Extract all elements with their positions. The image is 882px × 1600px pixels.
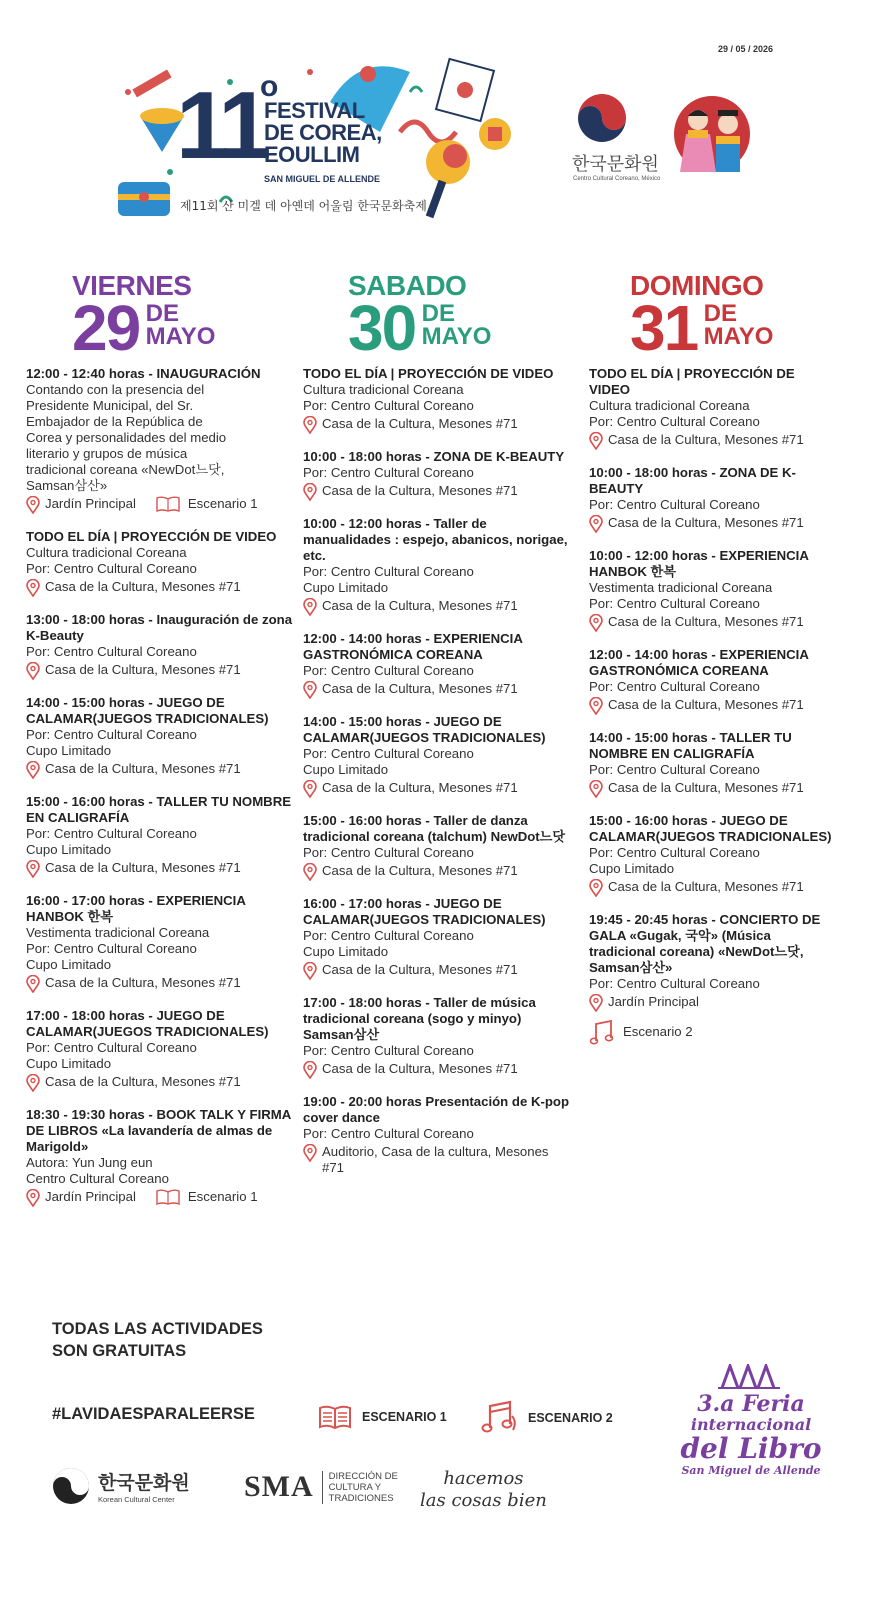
event-title: 10:00 - 12:00 horas - EXPERIENCIA HANBOK 한복	[589, 548, 809, 579]
event-title: 12:00 - 14:00 horas - EXPERIENCIA GASTRONÓMICA COREANA	[589, 647, 809, 678]
event-item	[589, 548, 839, 632]
event-detail: Cupo Limitado	[26, 1056, 112, 1071]
event-item	[26, 695, 294, 779]
event-item	[26, 529, 294, 597]
event-location-text: Jardín Principal	[45, 496, 136, 511]
event-detail: Samsan삼산»	[26, 478, 108, 493]
event-location-text: Casa de la Cultura, Mesones #71	[45, 1074, 241, 1089]
event-location	[589, 614, 839, 632]
open-book-icon	[156, 1189, 180, 1205]
event-location-text: Auditorio, Casa de la cultura, Mesones #71	[322, 1144, 549, 1175]
event-location	[26, 975, 294, 993]
event-detail: Por: Centro Cultural Coreano	[303, 746, 474, 761]
event-title: 10:00 - 18:00 horas - ZONA DE K-BEAUTY	[589, 465, 796, 496]
event-location-text: Casa de la Cultura, Mesones #71	[608, 879, 804, 894]
event-location-text: Casa de la Cultura, Mesones #71	[608, 780, 804, 795]
event-stage-label: Escenario 1	[187, 496, 258, 511]
festival-title-line3: EOULLIM	[264, 142, 360, 167]
hacemos-slogan	[420, 1468, 547, 1512]
event-title: 13:00 - 18:00 horas - Inauguración de zona K-Beauty	[26, 612, 293, 643]
event-location	[303, 416, 571, 434]
day-header-domingo	[630, 270, 774, 364]
event-detail: Por: Centro Cultural Coreano	[589, 762, 760, 777]
location-pin-icon	[303, 483, 317, 501]
day-month: MAYO	[145, 323, 216, 350]
festival-title-line1: FESTIVAL	[264, 98, 365, 123]
location-pin-icon	[303, 681, 317, 699]
event-location-text: Jardín Principal	[45, 1189, 136, 1204]
event-detail: Por: Centro Cultural Coreano	[303, 663, 474, 678]
event-location	[26, 1074, 294, 1092]
event-location	[26, 579, 294, 597]
sma-department	[322, 1471, 398, 1504]
event-title: 12:00 - 12:40 horas - INAUGURACIÓN	[26, 366, 261, 381]
event-location	[589, 432, 839, 450]
event-location-text: Casa de la Cultura, Mesones #71	[322, 416, 518, 431]
event-detail: Por: Centro Cultural Coreano	[303, 1043, 474, 1058]
event-title: 15:00 - 16:00 horas - JUEGO DE CALAMAR(JUEGOS TRADICIONALES)	[589, 813, 832, 844]
kcc-subtitle: Centro Cultural Coreano, México	[573, 176, 661, 182]
location-pin-icon	[303, 962, 317, 980]
event-item	[26, 1008, 294, 1092]
event-detail: Vestimenta tradicional Coreana	[26, 925, 210, 940]
event-stage-label: Escenario 2	[623, 1024, 693, 1039]
free-activities-line1: TODAS LAS ACTIVIDADES	[52, 1320, 263, 1338]
event-location-text: Casa de la Cultura, Mesones #71	[45, 761, 241, 776]
location-pin-icon	[589, 697, 603, 715]
event-location-text: Jardín Principal	[608, 994, 699, 1009]
event-detail: Por: Centro Cultural Coreano	[26, 1040, 197, 1055]
event-location-text: Casa de la Cultura, Mesones #71	[45, 662, 241, 677]
festival-title	[264, 100, 382, 166]
event-location	[303, 962, 571, 980]
legend-escenario-2	[480, 1400, 613, 1436]
event-title: 10:00 - 18:00 horas - ZONA DE K-BEAUTY	[303, 449, 565, 464]
event-location	[589, 780, 839, 798]
day-de: DE	[145, 300, 179, 327]
day-number: 31	[630, 292, 698, 364]
schedule-column-viernes	[26, 366, 294, 1222]
event-location	[303, 681, 571, 699]
event-detail: Por: Centro Cultural Coreano	[589, 497, 760, 512]
location-pin-icon	[26, 1189, 40, 1207]
event-title: 16:00 - 17:00 horas - EXPERIENCIA HANBOK 한복	[26, 893, 246, 924]
feria-line4: San Miguel de Allende	[681, 1464, 821, 1477]
event-item	[589, 465, 839, 533]
event-location	[303, 483, 571, 501]
event-detail: Contando con la presencia del	[26, 382, 205, 397]
event-item	[589, 647, 839, 715]
feria-line1: 3.a Feria	[697, 1391, 805, 1417]
event-location	[26, 860, 294, 878]
event-item	[303, 813, 571, 881]
event-detail: Cupo Limitado	[26, 743, 112, 758]
kcc-footer-korean: 한국문화원	[98, 1472, 190, 1494]
event-detail: Por: Centro Cultural Coreano	[26, 644, 197, 659]
location-pin-icon	[26, 496, 40, 514]
event-detail: Por: Centro Cultural Coreano	[303, 564, 474, 579]
location-pin-icon	[303, 863, 317, 881]
location-pin-icon	[26, 579, 40, 597]
event-item	[303, 449, 571, 501]
event-location-text: Casa de la Cultura, Mesones #71	[45, 860, 241, 875]
event-item	[303, 631, 571, 699]
day-number: 29	[72, 292, 140, 364]
day-name: DOMINGO	[630, 270, 764, 301]
event-detail: Cupo Limitado	[26, 957, 112, 972]
event-location	[303, 780, 571, 798]
kcc-footer-english: Korean Cultural Center	[98, 1495, 175, 1504]
event-title: 14:00 - 15:00 horas - JUEGO DE CALAMAR(JUEGOS TRADICIONALES)	[303, 714, 546, 745]
event-location-text: Casa de la Cultura, Mesones #71	[45, 579, 241, 594]
event-detail: Centro Cultural Coreano	[26, 1171, 169, 1186]
event-location	[26, 1189, 294, 1207]
day-header-sabado	[348, 270, 492, 364]
event-detail: Cultura tradicional Coreana	[589, 398, 750, 413]
feria-line2: internacional	[690, 1415, 812, 1434]
event-detail: tradicional coreana «NewDot느닷,	[26, 462, 225, 477]
event-item	[26, 794, 294, 878]
event-title: 18:30 - 19:30 horas - BOOK TALK Y FIRMA DE LIBROS «La lavandería de almas de Marigold»	[26, 1107, 291, 1154]
hacemos-line2: las cosas bien	[420, 1490, 547, 1511]
event-location	[303, 1061, 571, 1079]
event-detail: Por: Centro Cultural Coreano	[26, 826, 197, 841]
location-pin-icon	[26, 761, 40, 779]
event-title: TODO EL DÍA | PROYECCIÓN DE VIDEO	[589, 366, 795, 397]
event-detail: Por: Centro Cultural Coreano	[589, 845, 760, 860]
event-title: 17:00 - 18:00 horas - Taller de música tradicional coreana (sogo y minyo) Samsan삼산	[303, 995, 536, 1042]
event-location	[589, 879, 839, 897]
event-detail: Por: Centro Cultural Coreano	[26, 561, 197, 576]
day-de: DE	[703, 300, 737, 327]
event-location	[303, 863, 571, 881]
event-location-text: Casa de la Cultura, Mesones #71	[322, 863, 518, 878]
event-title: 14:00 - 15:00 horas - JUEGO DE CALAMAR(JUEGOS TRADICIONALES)	[26, 695, 269, 726]
open-book-icon	[318, 1404, 352, 1430]
event-detail: Cultura tradicional Coreana	[303, 382, 464, 397]
event-location	[303, 598, 571, 616]
event-title: 10:00 - 12:00 horas - Taller de manualidades : espejo, abanicos, norigae, etc.	[303, 516, 568, 563]
sma-logo	[244, 1470, 398, 1504]
event-detail: Por: Centro Cultural Coreano	[303, 398, 474, 413]
festival-degree: o	[260, 70, 279, 103]
event-item	[303, 366, 571, 434]
event-title: 16:00 - 17:00 horas - JUEGO DE CALAMAR(JUEGOS TRADICIONALES)	[303, 896, 546, 927]
event-location	[26, 496, 294, 514]
event-item	[589, 366, 839, 450]
event-title: 19:45 - 20:45 horas - CONCIERTO DE GALA «Gugak, 국악» (Música tradicional coreana) «NewDot느닷, Samsan삼산»	[589, 912, 821, 975]
event-item	[589, 730, 839, 798]
event-title: 17:00 - 18:00 horas - JUEGO DE CALAMAR(JUEGOS TRADICIONALES)	[26, 1008, 269, 1039]
kcc-footer-taeguk-icon	[52, 1467, 90, 1505]
page-date: 29 / 05 / 2026	[718, 44, 774, 54]
location-pin-icon	[303, 1144, 317, 1162]
event-title: 15:00 - 16:00 horas - Taller de danza tradicional coreana (talchum) NewDot느닷	[303, 813, 566, 844]
location-pin-icon	[589, 515, 603, 533]
sma-department-line2: CULTURA Y	[328, 1481, 382, 1493]
event-location-text: Casa de la Cultura, Mesones #71	[322, 1061, 518, 1076]
location-pin-icon	[26, 975, 40, 993]
event-item	[303, 1094, 571, 1176]
kcc-korean-name: 한국문화원	[572, 154, 659, 175]
location-pin-icon	[589, 614, 603, 632]
location-pin-icon	[26, 860, 40, 878]
event-detail: literario y grupos de música	[26, 446, 188, 461]
hashtag: #LAVIDAESPARALEERSE	[52, 1405, 255, 1423]
event-detail: Por: Centro Cultural Coreano	[589, 976, 760, 991]
schedule-column-domingo	[589, 366, 839, 1061]
event-detail: Por: Centro Cultural Coreano	[589, 414, 760, 429]
day-header-viernes	[72, 270, 216, 364]
event-item	[26, 612, 294, 680]
schedule-column-sabado	[303, 366, 571, 1191]
event-item	[26, 893, 294, 993]
hacemos-line1: hacemos	[443, 1468, 524, 1489]
event-detail: Embajador de la República de	[26, 414, 203, 429]
festival-title-line2: DE COREA,	[264, 120, 382, 145]
legend-escenario-1	[318, 1404, 447, 1430]
event-detail: Cupo Limitado	[303, 580, 389, 595]
event-location-text: Casa de la Cultura, Mesones #71	[608, 614, 804, 629]
event-location	[589, 515, 839, 533]
location-pin-icon	[26, 1074, 40, 1092]
location-pin-icon	[589, 994, 603, 1012]
event-title: 15:00 - 16:00 horas - TALLER TU NOMBRE EN CALIGRAFÍA	[26, 794, 292, 825]
event-title: TODO EL DÍA | PROYECCIÓN DE VIDEO	[303, 366, 554, 381]
event-location-text: Casa de la Cultura, Mesones #71	[322, 780, 518, 795]
day-name: VIERNES	[72, 270, 192, 301]
free-activities-line2: SON GRATUITAS	[52, 1342, 187, 1360]
event-detail: Cupo Limitado	[303, 944, 389, 959]
day-de: DE	[421, 300, 455, 327]
event-item	[303, 516, 571, 616]
event-location-text: Casa de la Cultura, Mesones #71	[608, 697, 804, 712]
event-detail: Por: Centro Cultural Coreano	[589, 679, 760, 694]
kcc-taeguk-icon	[576, 92, 628, 149]
event-item	[589, 813, 839, 897]
event-detail: Por: Centro Cultural Coreano	[303, 845, 474, 860]
location-pin-icon	[303, 1061, 317, 1079]
event-location-text: Casa de la Cultura, Mesones #71	[322, 483, 518, 498]
music-notes-icon	[480, 1400, 518, 1436]
event-detail: Por: Centro Cultural Coreano	[303, 928, 474, 943]
event-detail: Por: Centro Cultural Coreano	[26, 727, 197, 742]
event-detail: Autora: Yun Jung eun	[26, 1155, 153, 1170]
event-location-text: Casa de la Cultura, Mesones #71	[608, 432, 804, 447]
legend-escenario-2-label: ESCENARIO 2	[528, 1411, 613, 1425]
event-item	[26, 1107, 294, 1207]
event-title: TODO EL DÍA | PROYECCIÓN DE VIDEO	[26, 529, 277, 544]
location-pin-icon	[589, 432, 603, 450]
event-item	[303, 896, 571, 980]
location-pin-icon	[26, 662, 40, 680]
event-detail: Cupo Limitado	[26, 842, 112, 857]
festival-number: 11	[176, 72, 266, 179]
event-location	[26, 761, 294, 779]
event-item	[589, 912, 839, 1046]
event-location	[26, 662, 294, 680]
event-detail: Cultura tradicional Coreana	[26, 545, 187, 560]
event-detail: Corea y personalidades del medio	[26, 430, 227, 445]
festival-subtitle: SAN MIGUEL DE ALLENDE	[264, 174, 381, 184]
location-pin-icon	[589, 879, 603, 897]
day-name: SABADO	[348, 270, 467, 301]
event-detail: Vestimenta tradicional Coreana	[589, 580, 773, 595]
event-detail: Presidente Municipal, del Sr.	[26, 398, 194, 413]
sma-letters: SMA	[244, 1470, 314, 1503]
event-location-text: Casa de la Cultura, Mesones #71	[45, 975, 241, 990]
event-location	[589, 697, 839, 715]
free-activities-notice	[52, 1318, 263, 1362]
day-month: MAYO	[703, 323, 774, 350]
event-location	[303, 1144, 571, 1176]
feria-line3: del Libro	[680, 1432, 822, 1465]
location-pin-icon	[589, 780, 603, 798]
feria-libro-logo	[676, 1392, 826, 1477]
day-number: 30	[348, 292, 416, 364]
kcc-footer-logo	[52, 1467, 190, 1505]
event-title: 14:00 - 15:00 horas - TALLER TU NOMBRE EN CALIGRAFÍA	[589, 730, 792, 761]
event-detail: Cupo Limitado	[303, 762, 389, 777]
event-stage-label: Escenario 1	[187, 1189, 258, 1204]
event-item	[303, 714, 571, 798]
event-detail: Por: Centro Cultural Coreano	[589, 596, 760, 611]
event-item	[303, 995, 571, 1079]
sma-department-line3: TRADICIONES	[328, 1492, 394, 1504]
event-detail: Por: Centro Cultural Coreano	[303, 1126, 474, 1141]
location-pin-icon	[303, 780, 317, 798]
event-detail: Cupo Limitado	[589, 861, 675, 876]
event-location-text: Casa de la Cultura, Mesones #71	[322, 681, 518, 696]
legend-escenario-1-label: ESCENARIO 1	[362, 1410, 447, 1424]
event-detail: Por: Centro Cultural Coreano	[303, 465, 474, 480]
sma-department-line1: DIRECCIÓN DE	[328, 1470, 398, 1482]
event-location-text: Casa de la Cultura, Mesones #71	[608, 515, 804, 530]
event-title: 12:00 - 14:00 horas - EXPERIENCIA GASTRONÓMICA COREANA	[303, 631, 523, 662]
open-book-icon	[156, 496, 180, 512]
location-pin-icon	[303, 598, 317, 616]
event-location-text: Casa de la Cultura, Mesones #71	[322, 598, 518, 613]
event-title: 19:00 - 20:00 horas Presentación de K-pop cover dance	[303, 1094, 570, 1125]
event-stage	[589, 1020, 839, 1046]
festival-korean-title: 제11회 산 미겔 데 아옌데 어울림 한국문화축제	[180, 199, 427, 213]
event-location-text: Casa de la Cultura, Mesones #71	[322, 962, 518, 977]
hanbok-characters-illustration	[668, 90, 758, 181]
event-location	[589, 994, 839, 1012]
music-notes-icon	[589, 1020, 617, 1046]
event-item	[26, 366, 294, 514]
location-pin-icon	[303, 416, 317, 434]
event-detail: Por: Centro Cultural Coreano	[26, 941, 197, 956]
day-month: MAYO	[421, 323, 492, 350]
